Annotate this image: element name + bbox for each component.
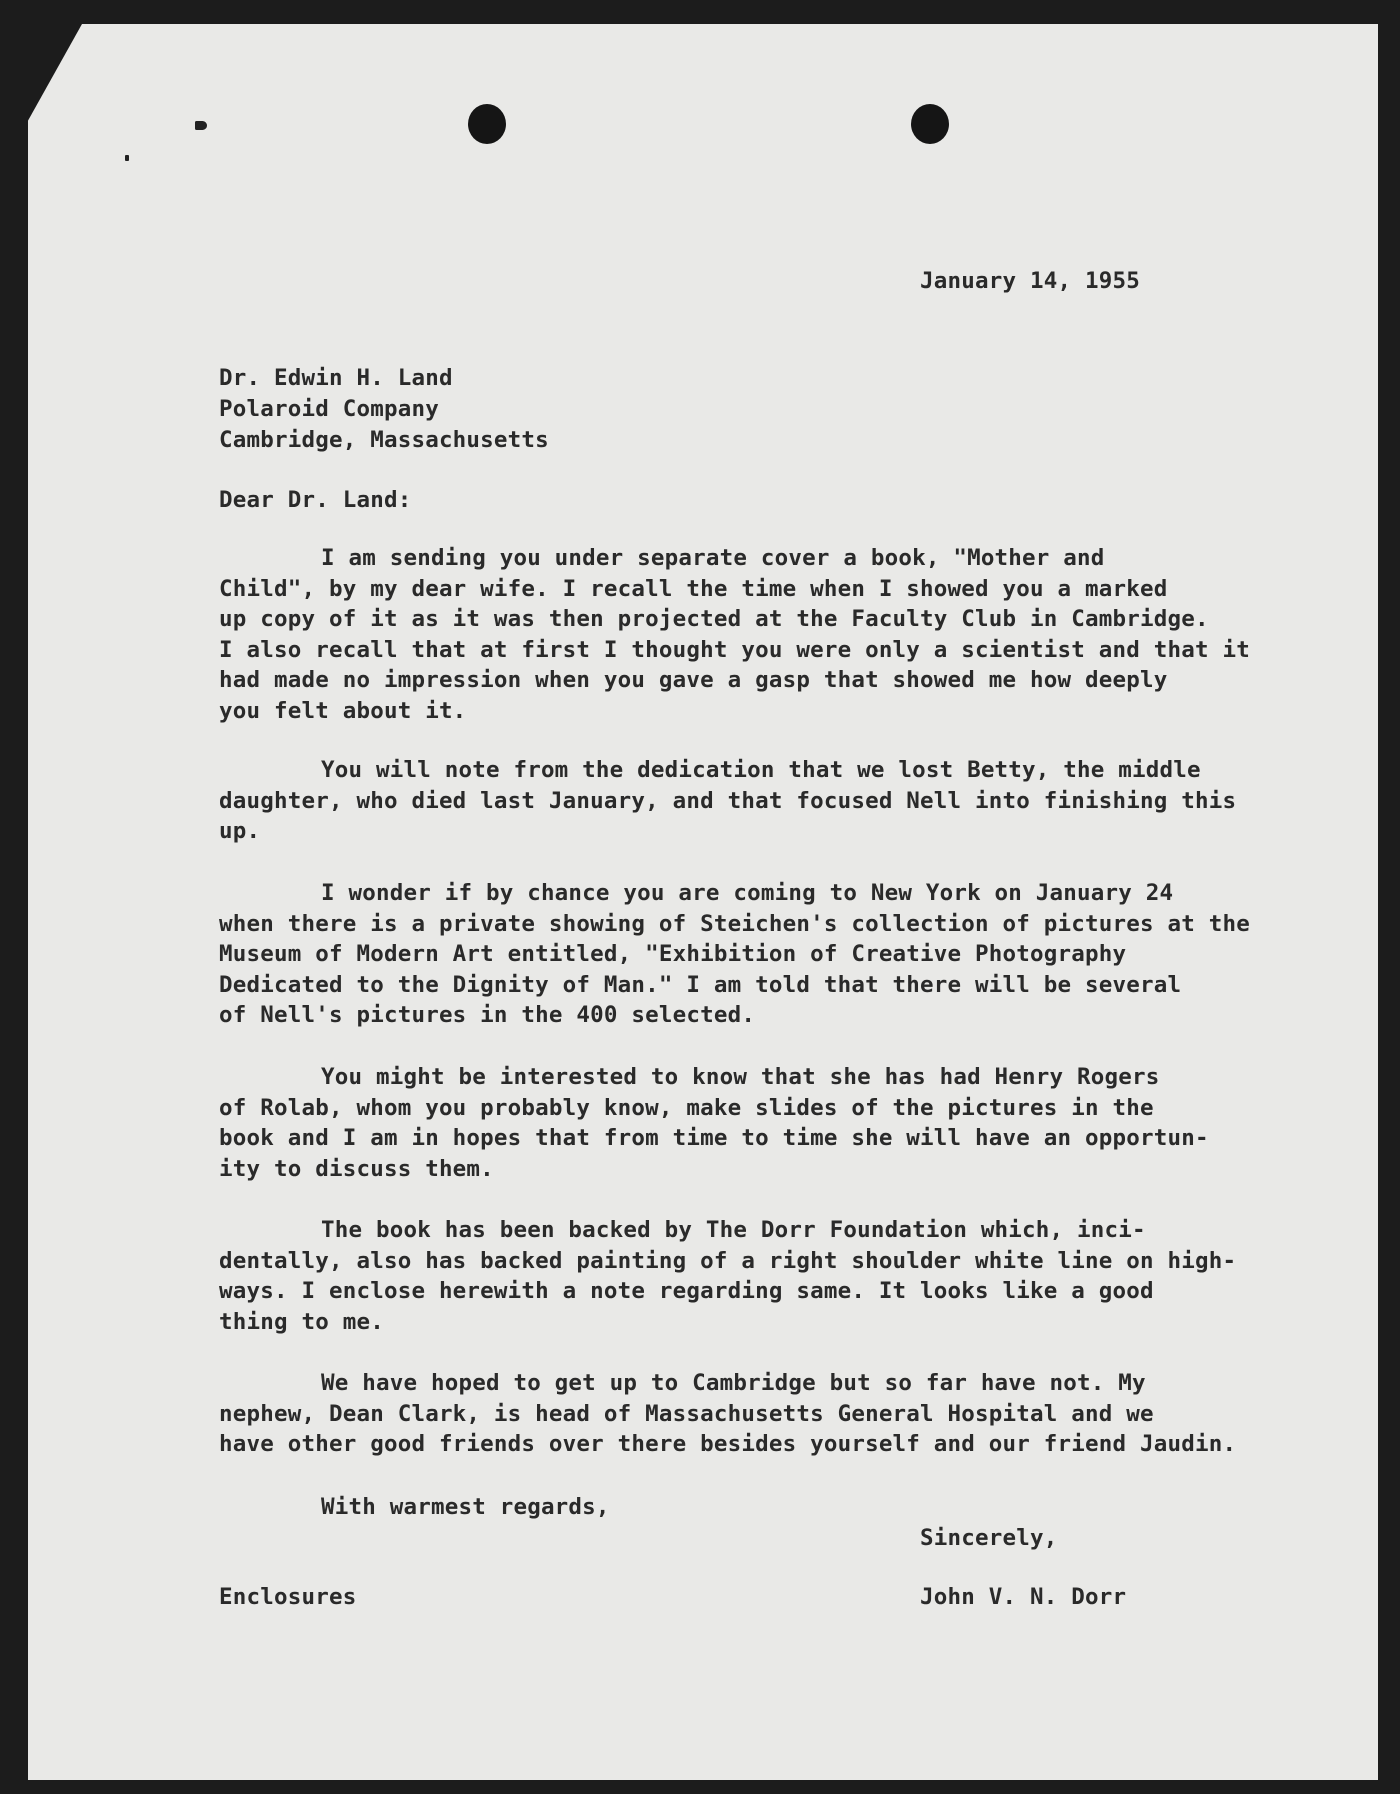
- body-paragraph: [219, 543, 1250, 726]
- paragraph-line: ways. I enclose herewith a note regarding same. It looks like a good: [219, 1278, 1154, 1304]
- paragraph-line: thing to me.: [219, 1308, 384, 1335]
- paragraph-line: You might be interested to know that she has had Henry Rogers: [321, 1064, 1160, 1090]
- paragraph-line: We have hoped to get up to Cambridge but so far have not. My: [321, 1370, 1146, 1396]
- paragraph-line: ity to discuss them.: [219, 1155, 494, 1182]
- paragraph-line: up.: [219, 818, 261, 844]
- paragraph-line: nephew, Dean Clark, is head of Massachusetts General Hospital and we: [219, 1400, 1154, 1427]
- paragraph-line: when there is a private showing of Steichen's collection of pictures at the: [219, 910, 1250, 937]
- paragraph-line: I also recall that at first I thought you were only a scientist and that it: [219, 636, 1250, 663]
- closing-line: With warmest regards,: [321, 1494, 610, 1520]
- paragraph-line: have other good friends over there besides yourself and our friend Jaudin.: [219, 1431, 1237, 1457]
- body-paragraph: [219, 1062, 1209, 1184]
- paragraph-line: had made no impression when you gave a gasp that showed me how deeply: [219, 667, 1168, 693]
- paragraph-line: of Nell's pictures in the 400 selected.: [219, 1002, 756, 1028]
- paragraph-line: daughter, who died last January, and that focused Nell into finishing this: [219, 787, 1237, 814]
- paragraph-line: you felt about it.: [219, 697, 467, 724]
- paragraph-line: Museum of Modern Art entitled, "Exhibition of Creative Photography: [219, 941, 1127, 967]
- paragraph-line: of Rolab, whom you probably know, make slides of the pictures in the: [219, 1094, 1154, 1121]
- paragraph-line: Child", by my dear wife. I recall the time when I showed you a marked: [219, 575, 1168, 602]
- salutation: Dear Dr. Land:: [219, 487, 412, 513]
- paragraph-line: The book has been backed by The Dorr Foundation which, inci-: [321, 1217, 1146, 1243]
- enclosures-note: Enclosures: [219, 1584, 357, 1610]
- paragraph-line: book and I am in hopes that from time to time she will have an opportun-: [219, 1125, 1209, 1151]
- paragraph-line: I am sending you under separate cover a book, "Mother and: [321, 545, 1105, 571]
- paragraph-line: dentally, also has backed painting of a right shoulder white line on high-: [219, 1247, 1237, 1274]
- address-line: Cambridge, Massachusetts: [219, 427, 549, 453]
- body-paragraph: [219, 755, 1236, 847]
- paragraph-line: up copy of it as it was then projected at the Faculty Club in Cambridge.: [219, 606, 1209, 632]
- body-paragraph: [219, 1215, 1236, 1337]
- letter-date: January 14, 1955: [920, 268, 1140, 294]
- ink-speck: [125, 155, 129, 161]
- paragraph-line: You will note from the dedication that we lost Betty, the middle: [321, 757, 1201, 783]
- body-paragraph: [219, 878, 1250, 1031]
- paragraph-line: Dedicated to the Dignity of Man." I am told that there will be several: [219, 971, 1182, 998]
- address-line: Dr. Edwin H. Land: [219, 365, 453, 391]
- body-paragraph: [219, 1368, 1236, 1460]
- punch-hole-right: [911, 104, 949, 144]
- address-line: Polaroid Company: [219, 396, 439, 422]
- signer-name: John V. N. Dorr: [920, 1584, 1127, 1610]
- recipient-address: [219, 363, 549, 456]
- punch-hole-left: [468, 104, 506, 144]
- paragraph-line: I wonder if by chance you are coming to New York on January 24: [321, 880, 1174, 906]
- valediction: Sincerely,: [920, 1525, 1058, 1551]
- ink-speck: [195, 121, 207, 130]
